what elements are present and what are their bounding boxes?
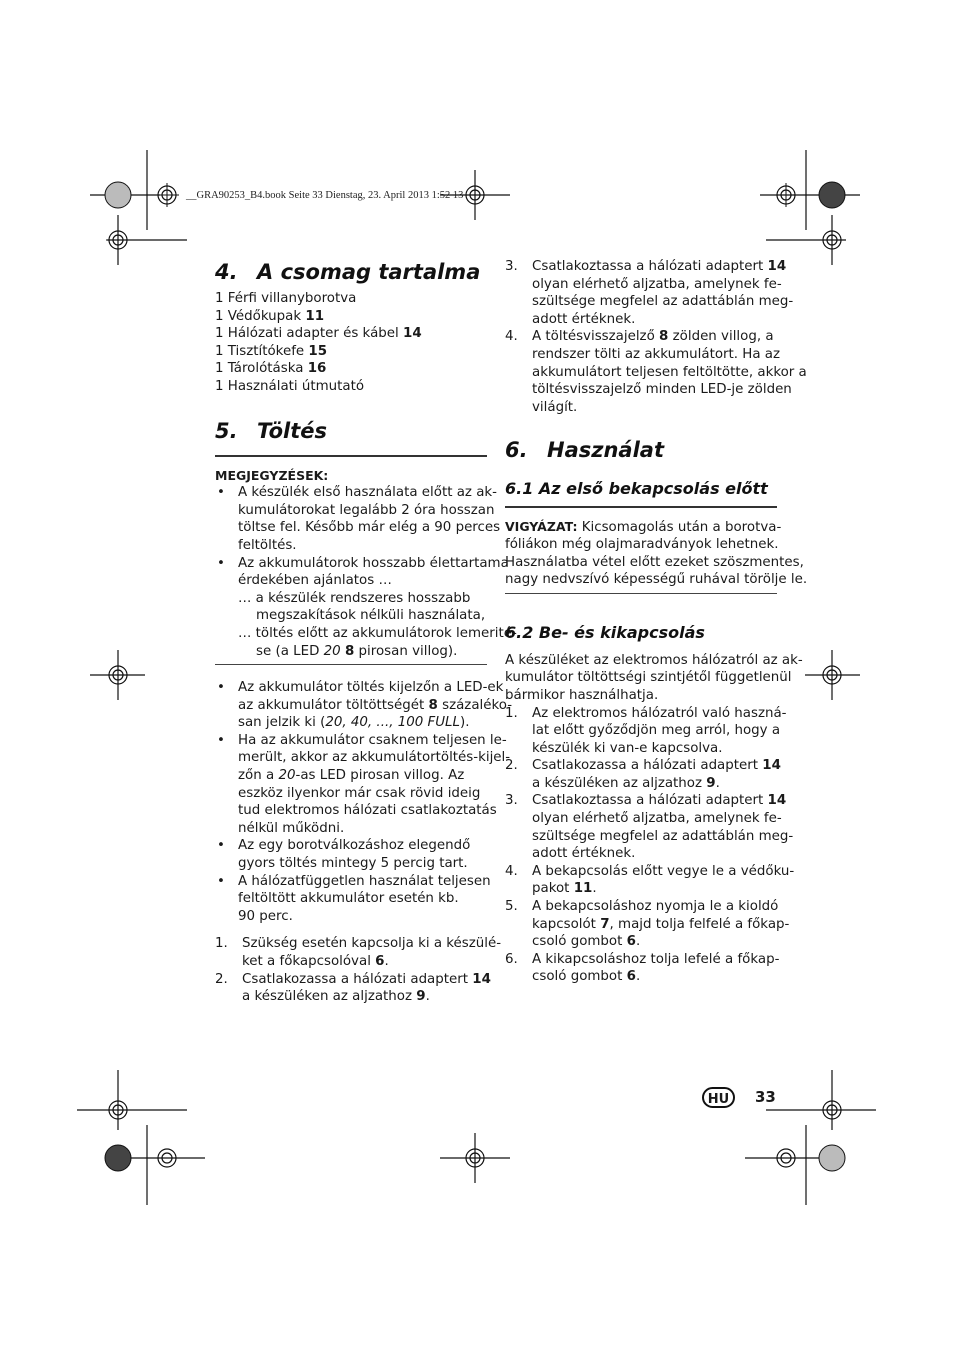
list-item: 1 Használati útmutató — [215, 378, 365, 394]
step-item: 4. A töltésvisszajelző 8 zölden villog, a rendszer tölti az akkumulátort. Ha az akkumulátort teljesen feltöltötte, akkor a töltésvisszajelző minden LED-je zölden világít. — [505, 329, 807, 415]
charging-bullet: • Ha az akkumulátor csaknem teljesen le- merült, akkor az akkumulátortöltés-kijel- zőn a 20-as LED pirosan villog. Az eszköz ilyenkor már csak rövid ideig tud elektromos hálózati csatlakoztatás nélkül működni. — [217, 732, 511, 836]
step-item: 3. Csatlakoztassa a hálózati adaptert 14 olyan elérhető aljzatba, amelynek fe- szültsége megfelel az adattáblán meg- adott értéknek. — [505, 259, 794, 327]
step-item: 1. Az elektromos hálózatról való haszná- lat előtt győződjön meg arról, hogy a készülék ki van-e kapcsolva. — [505, 705, 787, 756]
section-4-heading — [215, 258, 487, 286]
language-badge: HU — [702, 1087, 735, 1108]
list-item: 1 Hálózati adapter és kábel 14 — [215, 326, 422, 342]
note-bullet: • Az akkumulátorok hosszabb élettartama érdekében ajánlatos … … a készülék rendszeres hosszabb megszakítások nélküli használata, … töltés előtt az akkumulátorok lemerité- se (a LED 20 8 pirosan villog). — [217, 555, 517, 659]
contents-list — [215, 290, 487, 396]
list-item: 1 Tisztítókefe 15 — [215, 343, 328, 359]
charging-bullet: • Az akkumulátor töltés kijelzőn a LED-ek az akkumulátor töltöttségét 8 százaléko- san jelzik ki (20, 40, ..., 100 FULL). — [217, 680, 513, 731]
step-item: 6. A kikapcsoláshoz tolja lefelé a főkap- csoló gombot 6. — [505, 951, 780, 985]
step-item: 1. Szükség esetén kapcsolja ki a készülé- ket a főkapcsolóval 6. — [215, 936, 502, 969]
section-5-heading — [215, 417, 487, 445]
section-6-heading — [505, 436, 777, 464]
subsection-6-2-heading: 6.2 Be- és kikapcsolás — [505, 622, 705, 642]
note-title: MEGJEGYZÉSEK: — [215, 467, 329, 483]
section-number: 5. — [215, 418, 238, 443]
left-column — [215, 258, 517, 1006]
step-item: 2. Csatlakozassa a hálózati adaptert 14 a készüléken az aljzathoz 9. — [215, 971, 491, 1005]
print-header-line: __GRA90253_B4.book Seite 33 Dienstag, 23. April 2013 1:52 13 — [186, 190, 464, 201]
list-item: 1 Férfi villanyborotva — [215, 291, 357, 306]
charging-bullet: • Az egy borotválkozáshoz elegendő gyors töltés mintegy 5 percig tart. — [217, 838, 471, 872]
step-item: 5. A bekapcsoláshoz nyomja le a kioldó kapcsolót 7, majd tolja felfelé a főkap- csoló gombot 6. — [505, 899, 790, 950]
page-number: 33 — [755, 1088, 776, 1106]
section-title: Használat — [547, 438, 664, 463]
list-item: 1 Tárolótáska 16 — [215, 361, 327, 377]
list-item: 1 Védőkupak 11 — [215, 308, 325, 324]
intro-paragraph: A készüléket az elektromos hálózatról az ak- kumulátor töltöttségi szintjétől függetlenül bármikor használhatja. — [505, 652, 803, 703]
note-bullet: • A készülék első használata előtt az ak- kumulátorokat legalább 2 óra hosszan töltse fel. Később már elég a 90 perces feltöltés. — [217, 485, 501, 553]
step-item: 3. Csatlakoztassa a hálózati adaptert 14 olyan elérhető aljzatba, amelynek fe- szültsége megfelel az adattáblán meg- adott értéknek. — [505, 793, 794, 862]
right-column — [505, 258, 808, 986]
section-number: 6. — [505, 438, 528, 463]
section-title: Töltés — [257, 418, 328, 443]
warning-box: VIGYÁZAT: Kicsomagolás után a borotva- fóliákon még olajmaradványok lehetnek. Használatba vétel előtt ezeket szöszmentes, nagy nedvszívó képességű ruhával törölje le. — [505, 519, 808, 588]
section-title: A csomag tartalma — [257, 260, 481, 284]
charging-bullet: • A hálózatfüggetlen használat teljesen feltöltött akkumulátor esetén kb. 90 perc. — [217, 873, 491, 924]
step-item: 4. A bekapcsolás előtt vegye le a védőku- pakot 11. — [505, 863, 795, 897]
step-item: 2. Csatlakozassa a hálózati adaptert 14 a készüléken az aljzathoz 9. — [505, 758, 781, 791]
subsection-6-1-heading: 6.1 Az első bekapcsolás előtt — [505, 479, 768, 499]
section-number: 4. — [215, 260, 238, 284]
